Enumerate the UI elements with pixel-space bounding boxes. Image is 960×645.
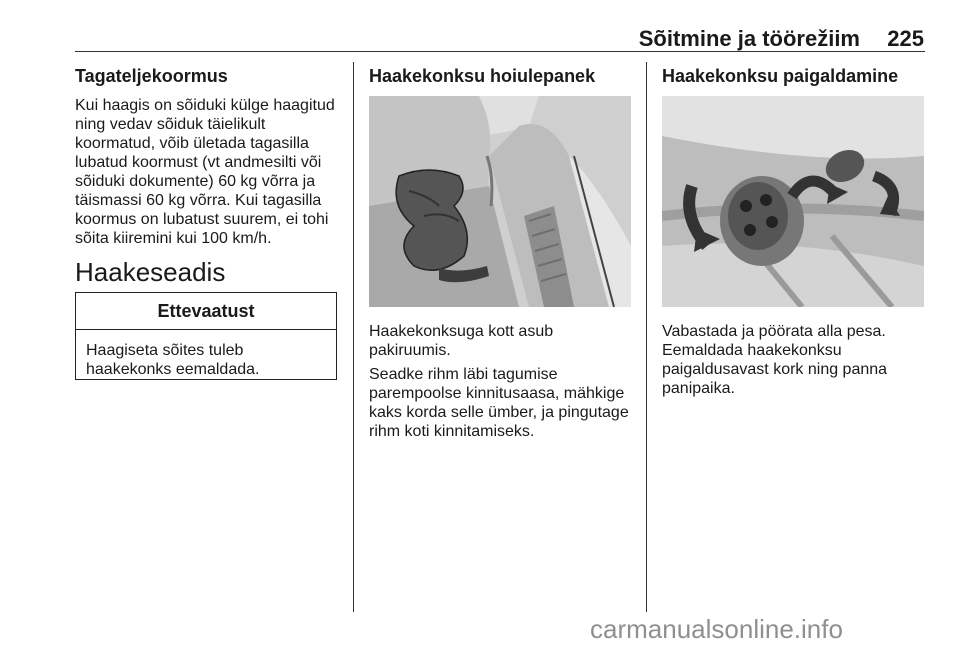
caution-notice-title: Ettevaatust — [76, 293, 336, 330]
storage-instructions: Seadke rihm läbi tagumise parempoolse kinnitusaasa, mähkige kaks korda selle ümber, ja pingutage rihm koti kinnitamiseks. — [369, 366, 629, 440]
page-header-title: Sõitmine ja töörežiim — [638, 26, 860, 51]
tow-bar-installation-heading: Haakekonksu paigaldamine — [662, 66, 899, 86]
header-rule — [75, 51, 925, 52]
towing-equipment-title: Haakeseadis — [75, 257, 226, 287]
caution-notice — [75, 292, 337, 380]
page-number: 225 — [887, 26, 924, 51]
tow-bar-socket-photo — [662, 96, 924, 307]
tow-bar-storage-heading: Haakekonksu hoiulepanek — [369, 66, 596, 86]
column-divider-1 — [353, 62, 354, 612]
caution-notice-text: Haagiseta sõites tuleb haakekonks eemaldada. — [86, 342, 260, 378]
rear-axle-load-heading: Tagateljekoormus — [75, 66, 228, 86]
column-divider-2 — [646, 62, 647, 612]
installation-instructions: Vabastada ja pöörata alla pesa. Eemaldada haakekonksu paigaldusavast kork ning panna panipaika. — [662, 323, 888, 397]
watermark: carmanualsonline.info — [590, 614, 843, 644]
rear-axle-load-text: Kui haagis on sõiduki külge haagitud ning vedav sõiduk täielikult koormatud, võib ületada tagasilla lubatud koormust (vt andmesilti või sõiduki dokumente) 60 kg võrra ja täismassi 60 kg võrra. Kui tagasilla koormus on lubatust suurem, ei tohi sõita kiiremini kui 100 km/h. — [75, 97, 335, 247]
storage-caption: Haakekonksuga kott asub pakiruumis. — [369, 323, 554, 359]
trunk-storage-photo — [369, 96, 631, 307]
